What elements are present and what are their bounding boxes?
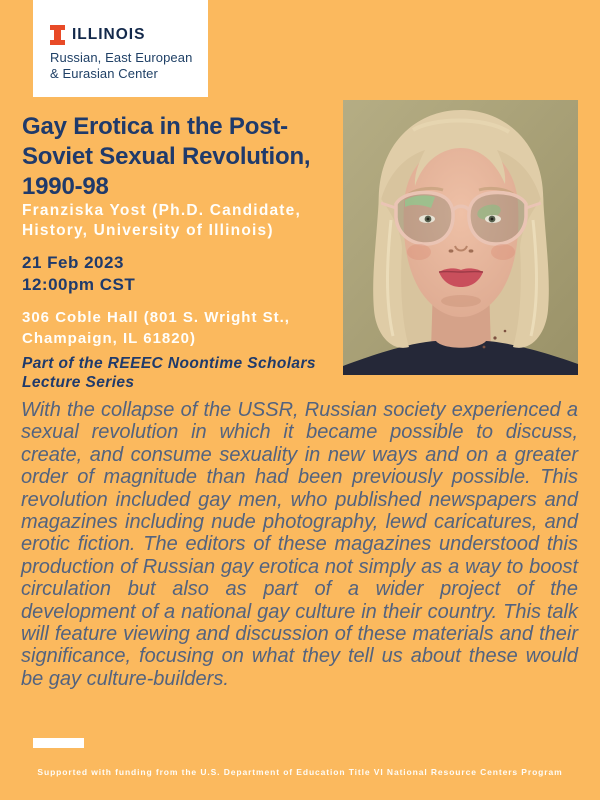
event-title: Gay Erotica in the Post-Soviet Sexual Revolution, 1990-98	[22, 113, 311, 200]
center-name	[50, 50, 208, 81]
event-date: 21 Feb 2023	[22, 253, 124, 272]
abstract-text: With the collapse of the USSR, Russian society experienced a sexual revolution in which it became possible to discuss, create, and consume sexuality in new ways and on a greater order of magnitude than had been previously possible. This revolution included gay men, who published newspapers and magazines including nude photography, lewd caricatures, and erotic fiction. The editors of these magazines understood this production of Russian gay erotica not simply as a way to boost circulation but also as part of a wider project of the development of a national gay culture in their country. This talk will feature viewing and discussion of these materials and their significance, focusing on what they tell us about these would be gay culture-builders.	[21, 399, 578, 690]
center-name-line1: Russian, East European	[50, 50, 193, 65]
illinois-block-i-icon	[50, 25, 65, 45]
logo-wordmark: ILLINOIS	[72, 26, 146, 43]
funding-note: Supported with funding from the U.S. Department of Education Title VI National Resource Centers Program	[37, 767, 563, 777]
speaker-portrait-illustration	[343, 100, 578, 375]
event-datetime	[22, 252, 135, 296]
center-name-line2: & Eurasian Center	[50, 65, 158, 81]
event-time: 12:00pm CST	[22, 275, 136, 294]
event-location: 306 Coble Hall (801 S. Wright St., Champaign, IL 61820)	[22, 309, 290, 347]
logo-row	[50, 25, 208, 45]
series-note: Part of the REEEC Noontime Scholars Lecture Series	[22, 355, 316, 391]
university-logo-box	[33, 0, 208, 97]
speaker-photo	[343, 100, 578, 375]
decorative-white-bar	[33, 738, 84, 748]
speaker-name: Franziska Yost (Ph.D. Candidate, History, University of Illinois)	[22, 202, 301, 239]
